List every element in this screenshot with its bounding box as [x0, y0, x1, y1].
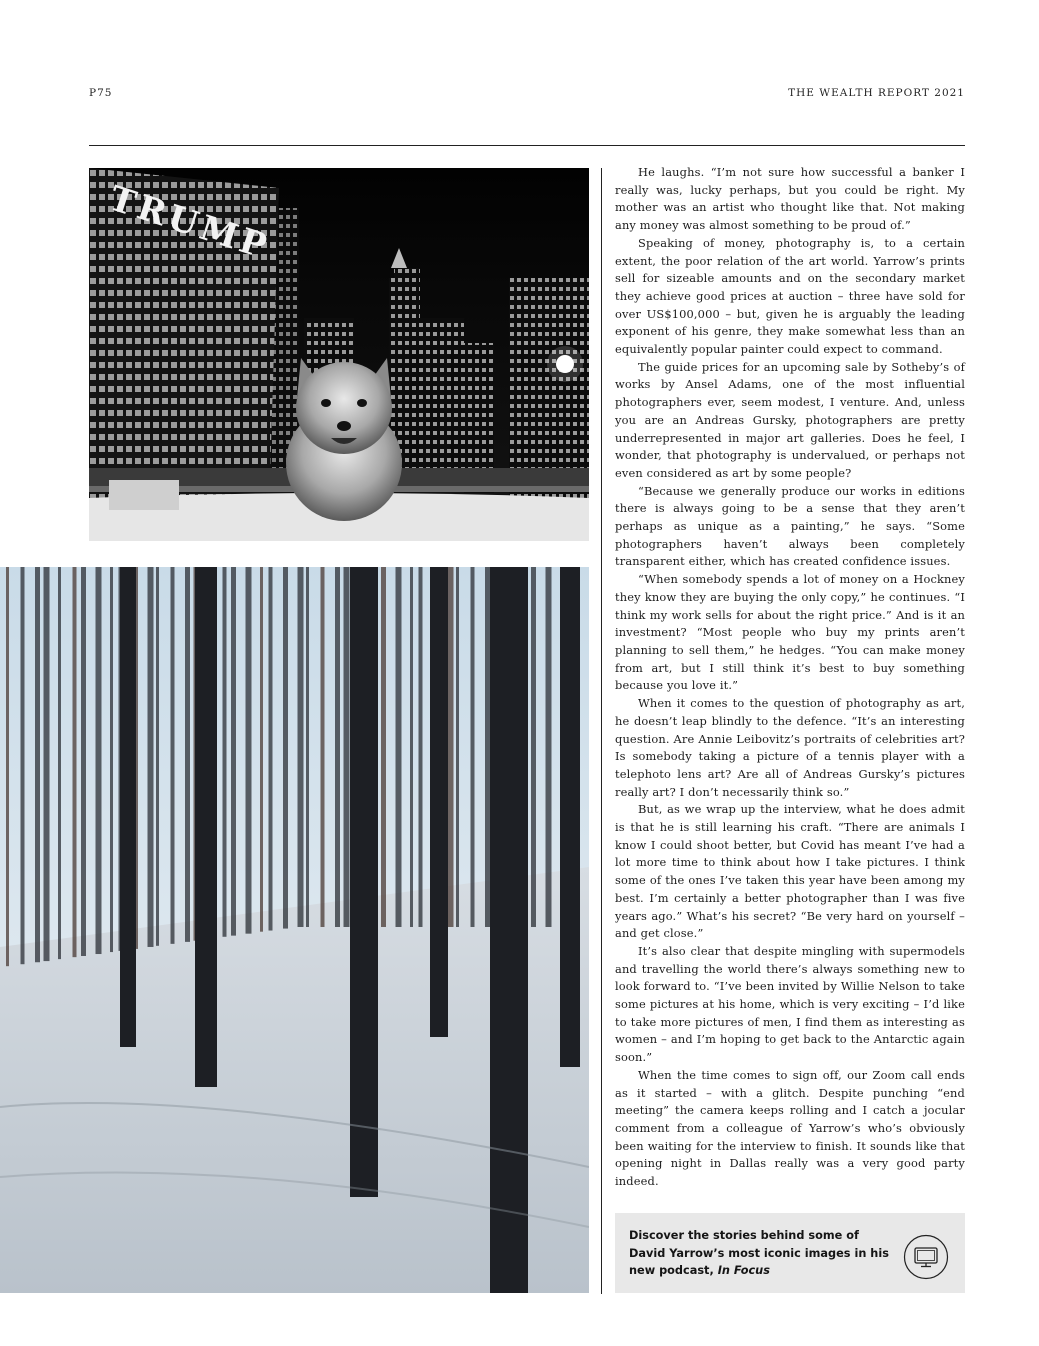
tree-trunk: [471, 567, 475, 927]
tree-trunk: [298, 567, 304, 927]
tree-trunk: [410, 567, 413, 927]
header-divider: [89, 145, 965, 146]
tree-trunk: [344, 567, 350, 927]
monitor-icon[interactable]: [903, 1234, 949, 1280]
article-body: [615, 164, 965, 1191]
wolf-city-photo: [89, 168, 589, 541]
tree-trunk: [58, 567, 61, 959]
paragraph: The guide prices for an upcoming sale by Sotheby’s of works by Ansel Adams, one of the most influential photographers ever, seem modest, I venture. And, unless you are an Andreas Gursky, photographers are pretty underrepresented in major art galleries. Does he feel, I wonder, that photography is undervalued, or perhaps not even considered as art by some people?: [615, 359, 965, 480]
tree-trunk: [419, 567, 423, 927]
paragraph: He laughs. “I’m not sure how successful a banker I really was, lucky perhaps, but you could be right. My mother was an artist who thought like that. Not making any money was almost something to be proud of.”: [615, 165, 965, 233]
paragraph: “When somebody spends a lot of money on a Hockney they know they are buying the only copy,” he continues. “I think my work sells for about the right price.” And is it an investment? “Most people who buy my prints aren’t planning to sell them,” he hedges. “You can make money from art, but I still think it’s best to buy something because you love it.”: [615, 572, 965, 693]
tree-trunk: [246, 567, 252, 934]
tree-trunk: [546, 567, 552, 927]
paragraph: Speaking of money, photography is, to a certain extent, the poor relation of the art world. Yarrow’s prints sell for sizeable amounts and on the secondary market they achieve good prices at auction – three have sold for over US$100,000 – but, given he is arguably the leading exponent of his genre, they make somewhat less than an equivalently popular painter could expect to command.: [615, 235, 965, 357]
tree-trunk: [148, 567, 154, 947]
tree-trunk: [81, 567, 86, 956]
tree-trunk: [485, 567, 490, 927]
column-divider: [601, 168, 602, 1294]
tree-trunk: [195, 567, 217, 1087]
tree-trunk: [350, 567, 378, 1197]
paragraph: When it comes to the question of photography as art, he doesn’t leap blindly to the defence. “It’s an interesting question. Are Annie Leibovitz’s portraits of celebrities art? Is somebody taking a picture of a tennis player with a telephoto lens art? Are all of Andreas Gursky’s pictures really art? I don’t necessarily think so.”: [615, 696, 965, 799]
tree-trunk: [6, 567, 9, 966]
publication-title: THE WEALTH REPORT 2021: [788, 87, 965, 99]
tree-trunk: [73, 567, 77, 957]
tree-trunk: [306, 567, 309, 927]
trump-sign-text: TRUMP: [104, 178, 275, 268]
tree-trunk: [560, 567, 580, 1067]
podcast-callout[interactable]: [615, 1213, 965, 1293]
page-number: P75: [89, 87, 113, 99]
tree-trunk: [223, 567, 227, 937]
tree-trunk: [430, 567, 448, 1037]
tree-trunk: [171, 567, 175, 944]
podcast-text: Discover the stories behind some of David Yarrow’s most iconic images in his new podcast, In Focus: [629, 1229, 889, 1277]
tree-trunk: [185, 567, 190, 942]
tree-trunk: [231, 567, 236, 936]
tree-trunk: [321, 567, 325, 927]
tree-trunk: [120, 567, 136, 1047]
tree-trunk: [448, 567, 454, 927]
tree-trunk: [456, 567, 459, 927]
paragraph: It’s also clear that despite mingling with supermodels and travelling the world there’s always something new to look forward to. “I’ve been invited by Willie Nelson to take some pictures at his home, which is very exciting – I’d like to take more pictures of men, I find them as interesting as women – and I’m hoping to get back to the Antarctic again soon.”: [615, 943, 965, 1065]
tree-trunk: [335, 567, 340, 927]
tree-trunk: [531, 567, 536, 927]
tree-trunk: [156, 567, 159, 946]
tree-trunk: [21, 567, 25, 964]
tree-trunk: [269, 567, 273, 931]
tree-trunk: [260, 567, 263, 932]
tree-trunk: [35, 567, 40, 962]
podcast-title: In Focus: [717, 1264, 770, 1277]
tree-trunk: [396, 567, 402, 927]
burnt-forest-photo: [0, 567, 589, 1293]
tree-trunk: [110, 567, 113, 952]
tree-trunk: [44, 567, 50, 961]
paragraph: “Because we generally produce our works in editions there is always going to be a sense that they aren’t perhaps as unique as a painting,” he says. “Some photographers haven’t always been completely transparent either, which has created confidence issues.: [615, 483, 965, 569]
paragraph: When the time comes to sign off, our Zoom call ends as it started – with a glitch. Despite punching “end meeting” the camera keeps rolling and I catch a jocular comment from a colleague of Yarrow’s who’s obviously been waiting for the interview to finish. It sounds like that opening night in Dallas really was a very good party indeed.: [615, 1067, 965, 1189]
tree-trunk: [381, 567, 386, 927]
paragraph: But, as we wrap up the interview, what he does admit is that he is still learning his craft. “There are animals I know I could shoot better, but Covid has meant I’ve had a lot more time to think about how I take pictures. I think some of the ones I’ve taken this year have been among my best. I’m certainly a better photographer than I was five years ago.” What’s his secret? “Be very hard on yourself – and get close.”: [615, 802, 965, 941]
tree-trunk: [96, 567, 102, 954]
tree-trunk: [283, 567, 288, 929]
tree-trunk: [490, 567, 528, 1293]
